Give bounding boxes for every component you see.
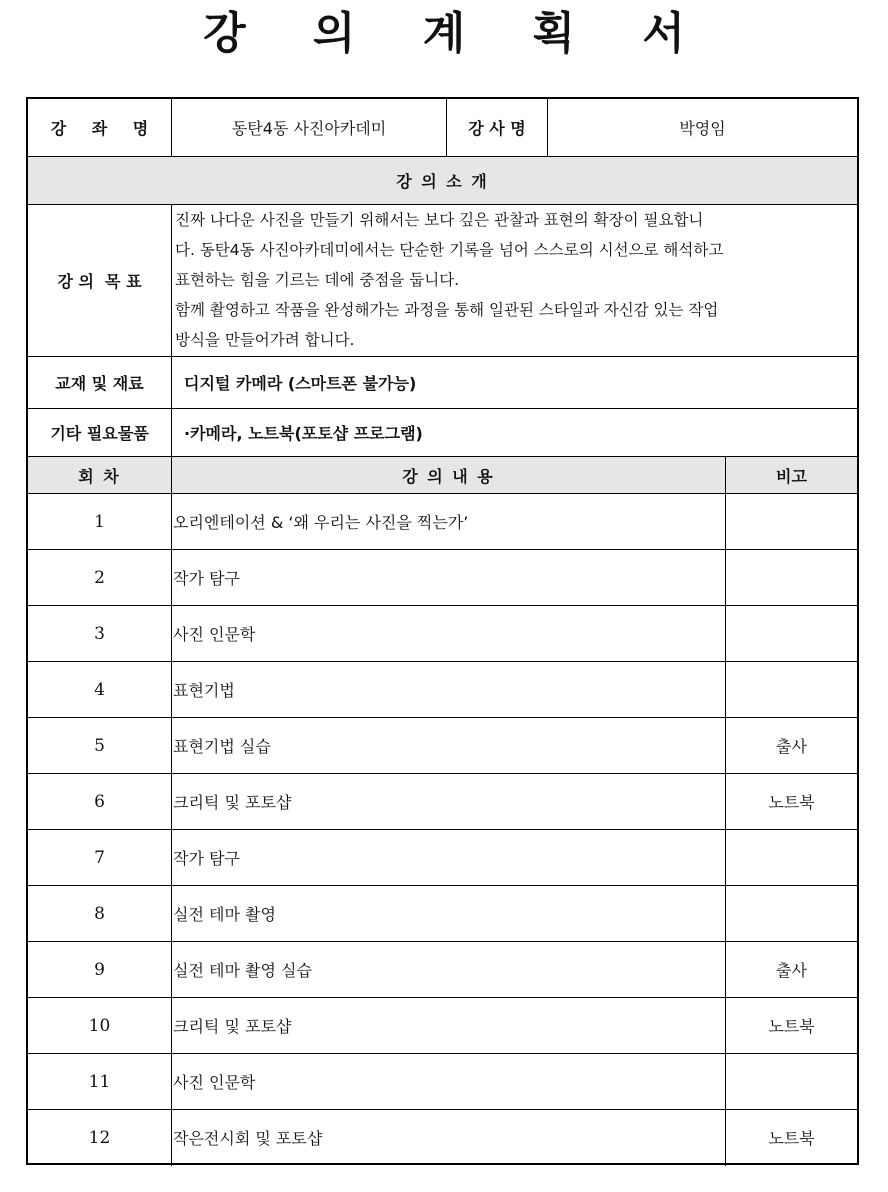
note-header: 비고	[776, 466, 807, 486]
goal-text	[173, 205, 859, 355]
session-content: 실전 테마 촬영	[173, 905, 276, 924]
session-header: 회 차	[78, 466, 121, 486]
session-number: 12	[88, 1127, 111, 1148]
session-number: 8	[94, 903, 105, 924]
goal-line: 표현하는 힘을 기르는 데에 중점을 둡니다.	[175, 271, 460, 289]
session-number: 6	[94, 791, 105, 812]
session-note: 출사	[776, 737, 807, 756]
goal-line: 다. 동탄4동 사진아카데미에서는 단순한 기록을 넘어 스스로의 시선으로 해석하고	[175, 241, 724, 259]
content-header: 강 의 내 용	[402, 466, 495, 486]
materials-value: 디지털 카메라 (스마트폰 불가능)	[184, 374, 417, 393]
instructor-label: 강 사 명	[468, 119, 526, 138]
materials-label: 교재 및 재료	[55, 374, 144, 393]
session-content: 사진 인문학	[173, 1073, 256, 1092]
goal-line: 함께 촬영하고 작품을 완성해가는 과정을 통해 일관된 스타일과 자신감 있는 작업	[175, 301, 719, 319]
lecture-plan-table	[26, 97, 859, 1165]
session-content: 크리틱 및 포토샵	[173, 1017, 292, 1036]
session-content: 오리엔테이션 & ‘왜 우리는 사진을 찍는가’	[173, 513, 469, 532]
session-number: 7	[94, 847, 105, 868]
goal-line: 방식을 만들어가려 합니다.	[175, 331, 355, 349]
session-note: 노트북	[768, 793, 815, 812]
session-number: 3	[94, 623, 105, 644]
session-content: 작가 탐구	[173, 569, 240, 588]
session-note	[726, 886, 857, 941]
session-content: 실전 테마 촬영 실습	[173, 961, 312, 980]
session-note	[726, 550, 857, 605]
course-name-label: 강 좌 명	[50, 119, 159, 138]
session-note	[726, 662, 857, 717]
session-content: 사진 인문학	[173, 625, 256, 644]
session-content: 표현기법 실습	[173, 737, 271, 756]
intro-header: 강 의 소 개	[396, 172, 489, 191]
session-content: 크리틱 및 포토샵	[173, 793, 292, 812]
session-number: 9	[94, 959, 105, 980]
document-title: 강 의 계 획 서	[203, 8, 711, 59]
session-note: 노트북	[768, 1129, 815, 1148]
session-note	[726, 1054, 857, 1109]
session-number: 10	[88, 1015, 111, 1036]
session-content: 작가 탐구	[173, 849, 240, 868]
session-number: 2	[94, 567, 105, 588]
course-name-value: 동탄4동 사진아카데미	[231, 119, 387, 138]
other-items-label: 기타 필요물품	[50, 424, 149, 443]
session-number: 4	[94, 679, 105, 700]
instructor-value: 박영임	[679, 119, 726, 138]
session-number: 1	[94, 511, 105, 532]
session-number: 11	[88, 1071, 111, 1092]
session-content: 표현기법	[173, 681, 235, 700]
goal-line: 진짜 나다운 사진을 만들기 위해서는 보다 깊은 관찰과 표현의 확장이 필요합니	[175, 211, 704, 229]
session-note	[726, 494, 857, 549]
goal-label: 강 의 목 표	[57, 272, 142, 291]
session-note	[726, 830, 857, 885]
session-note: 노트북	[768, 1017, 815, 1036]
other-items-value: ·카메라, 노트북(포토샵 프로그램)	[184, 424, 423, 443]
session-note	[726, 606, 857, 661]
session-note: 출사	[776, 961, 807, 980]
session-content: 작은전시회 및 포토샵	[173, 1129, 323, 1148]
session-number: 5	[94, 735, 105, 756]
